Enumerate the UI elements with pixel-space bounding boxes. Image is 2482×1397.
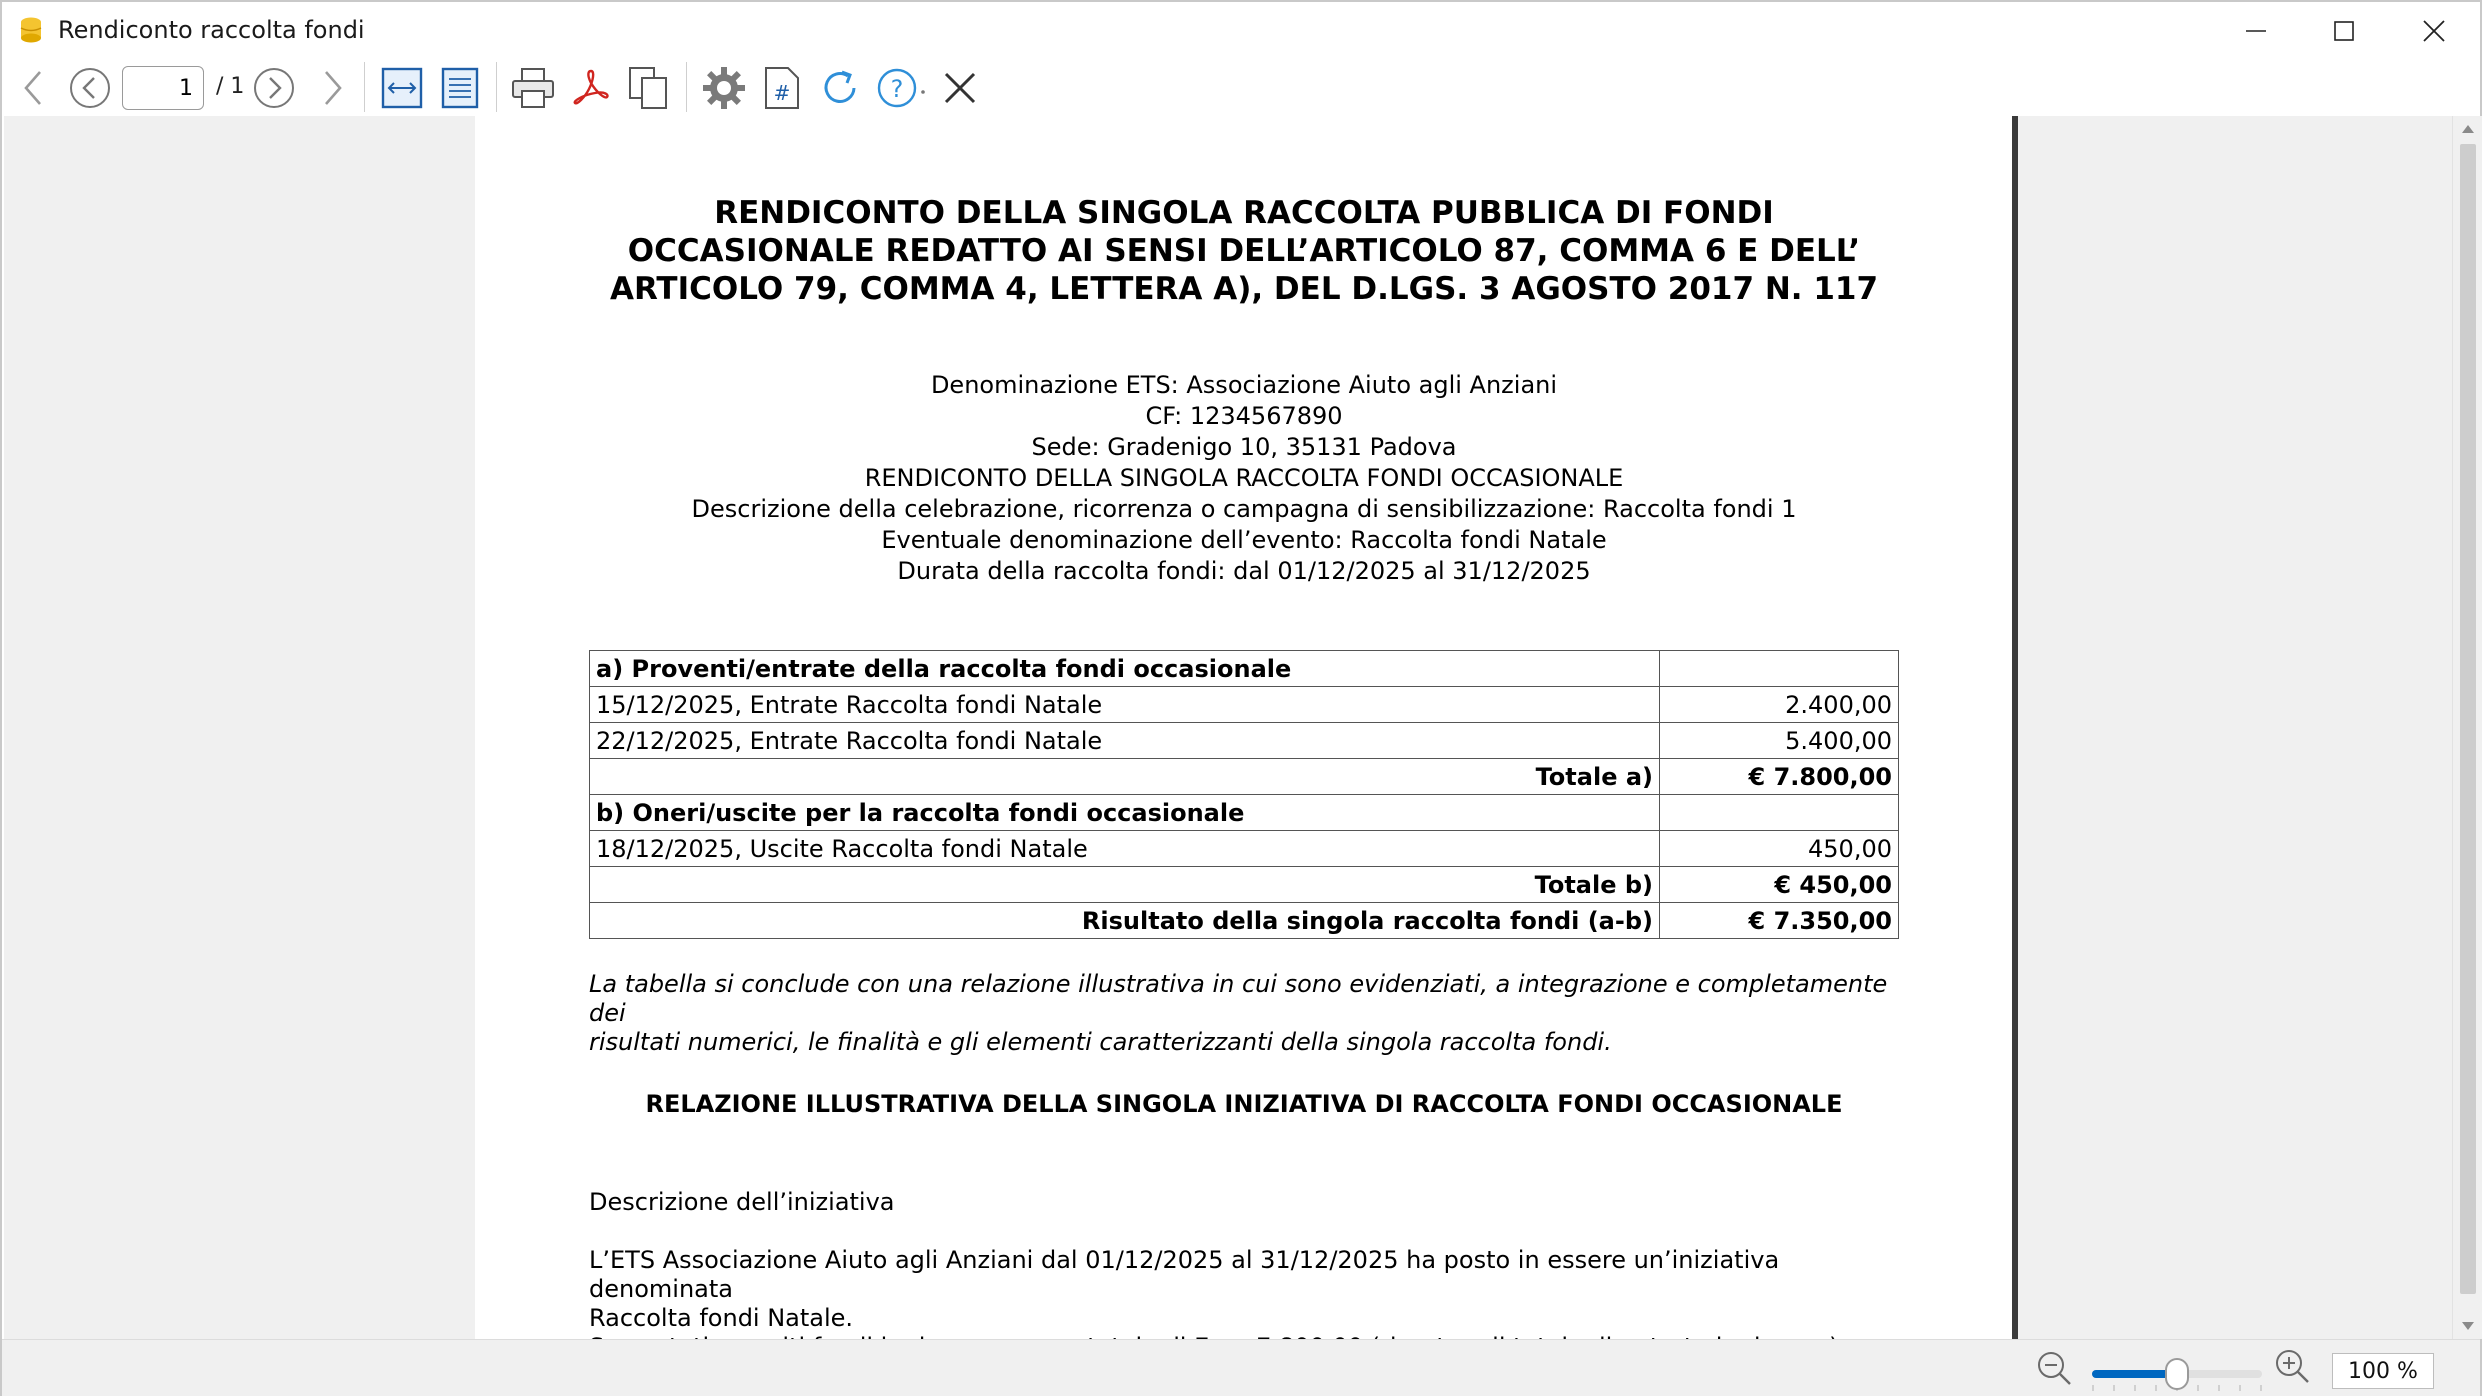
toolbar-separator: [686, 62, 687, 112]
toolbar-separator: [496, 62, 497, 112]
result-label: Risultato della singola raccolta fondi (a-b): [590, 903, 1660, 939]
next-arrow-button[interactable]: [316, 62, 350, 114]
zoom-in-button[interactable]: [2274, 1348, 2312, 1390]
page-number-input[interactable]: [122, 66, 204, 110]
svg-text:#: #: [773, 81, 791, 105]
ets-cf: CF: 1234567890: [1145, 402, 1343, 430]
prev-page-button[interactable]: [64, 62, 116, 114]
table-row: [590, 723, 1899, 759]
title-line: RENDICONTO DELLA SINGOLA RACCOLTA PUBBLICA DI FONDI: [714, 195, 1774, 231]
zoom-out-button[interactable]: [2036, 1350, 2074, 1392]
report-table: [589, 650, 1899, 939]
copy-icon: [626, 66, 670, 110]
fit-width-icon: [381, 67, 423, 109]
table-cell: [1660, 651, 1899, 687]
section-b-header: b) Oneri/uscite per la raccolta fondi occasionale: [590, 795, 1660, 831]
result-value: € 7.350,00: [1660, 903, 1899, 939]
toolbar: [2, 60, 2480, 116]
description-line: L’ETS Associazione Aiuto agli Anziani dal 01/12/2025 al 31/12/2025 ha posto in essere un’iniziativa denominata: [589, 1246, 1780, 1303]
entry-amount: 2.400,00: [1660, 687, 1899, 723]
zoom-out-icon: [2036, 1350, 2074, 1388]
table-row: [590, 867, 1899, 903]
title-line: OCCASIONALE REDATTO AI SENSI DELL’ARTICOLO 87, COMMA 6 E DELL’: [627, 233, 1861, 269]
total-a-value: € 7.800,00: [1660, 759, 1899, 795]
zoom-in-icon: [2274, 1348, 2312, 1386]
refresh-icon: [818, 66, 862, 110]
scroll-up-icon[interactable]: [2461, 124, 2475, 134]
total-b-label: Totale b): [590, 867, 1660, 903]
help-icon: [875, 66, 931, 110]
document-title: [475, 194, 2013, 308]
close-icon: [943, 71, 977, 105]
title-line: ARTICOLO 79, COMMA 4, LETTERA A), DEL D.LGS. 3 AGOSTO 2017 N. 117: [609, 271, 1879, 307]
description-heading: Descrizione dell’iniziativa: [589, 1188, 895, 1216]
section-a-header: a) Proventi/entrate della raccolta fondi occasionale: [590, 651, 1660, 687]
zoom-slider-thumb[interactable]: [2165, 1358, 2189, 1390]
page-total: / 1: [216, 74, 245, 99]
print-icon: [510, 67, 556, 109]
fit-page-icon: [439, 67, 481, 109]
entry-amount: 450,00: [1660, 831, 1899, 867]
total-b-value: € 450,00: [1660, 867, 1899, 903]
svg-text:?: ?: [890, 75, 904, 103]
app-icon: [20, 16, 46, 46]
zoom-level-field[interactable]: 100 %: [2332, 1353, 2434, 1389]
table-row: [590, 651, 1899, 687]
scroll-down-icon[interactable]: [2461, 1321, 2475, 1331]
entry-amount: 5.400,00: [1660, 723, 1899, 759]
title-bar: [2, 2, 2480, 60]
close-window-icon: [2423, 20, 2445, 42]
table-note: [589, 970, 1909, 1057]
window-title: Rendiconto raccolta fondi: [58, 16, 365, 44]
table-row: [590, 831, 1899, 867]
description-line: Raccolta fondi Natale.: [589, 1304, 854, 1332]
close-document-button[interactable]: [938, 62, 982, 114]
next-page-icon: [252, 66, 296, 110]
table-row: [590, 903, 1899, 939]
note-line: La tabella si conclude con una relazione illustrativa in cui sono evidenziati, a integrazione e completamente dei: [589, 970, 1888, 1027]
settings-icon: [701, 65, 747, 111]
entry-description: 15/12/2025, Entrate Raccolta fondi Natale: [590, 687, 1660, 723]
export-pdf-button[interactable]: [566, 62, 616, 114]
pdf-icon: [569, 67, 613, 109]
help-button[interactable]: [872, 62, 934, 114]
note-line: risultati numerici, le finalità e gli elementi caratterizzanti della singola raccolta fondi.: [589, 1028, 1612, 1056]
maximize-button[interactable]: [2300, 2, 2388, 60]
table-row: [590, 759, 1899, 795]
page-number-icon: [762, 66, 802, 110]
vertical-scrollbar[interactable]: [2452, 116, 2482, 1339]
report-subtitle: RENDICONTO DELLA SINGOLA RACCOLTA FONDI OCCASIONALE: [864, 464, 1624, 492]
refresh-button[interactable]: [814, 62, 866, 114]
fit-page-button[interactable]: [436, 62, 484, 114]
toolbar-separator: [364, 62, 365, 112]
prev-arrow-button[interactable]: [16, 62, 50, 114]
event-name: Eventuale denominazione dell’evento: Raccolta fondi Natale: [881, 526, 1607, 554]
minimize-button[interactable]: [2212, 2, 2300, 60]
document-viewport[interactable]: [4, 116, 2452, 1339]
page-edge-shadow: [2012, 116, 2018, 1339]
page-number-button[interactable]: [760, 62, 804, 114]
document-page: [475, 116, 2013, 1339]
minimize-icon: [2246, 21, 2266, 41]
prev-arrow-icon: [22, 68, 44, 108]
table-row: [590, 687, 1899, 723]
status-bar: [2, 1339, 2480, 1396]
print-button[interactable]: [506, 62, 560, 114]
copy-button[interactable]: [622, 62, 674, 114]
prev-page-icon: [68, 66, 112, 110]
fundraising-duration: Durata della raccolta fondi: dal 01/12/2025 al 31/12/2025: [897, 557, 1591, 585]
table-row: [590, 795, 1899, 831]
entry-description: 18/12/2025, Uscite Raccolta fondi Natale: [590, 831, 1660, 867]
scrollbar-thumb[interactable]: [2460, 144, 2476, 1294]
next-arrow-icon: [322, 68, 344, 108]
fit-width-button[interactable]: [378, 62, 426, 114]
close-window-button[interactable]: [2390, 2, 2478, 60]
ets-address: Sede: Gradenigo 10, 35131 Padova: [1031, 433, 1457, 461]
settings-button[interactable]: [696, 62, 752, 114]
campaign-description: Descrizione della celebrazione, ricorrenza o campagna di sensibilizzazione: Raccolta fondi 1: [691, 495, 1797, 523]
maximize-icon: [2334, 21, 2354, 41]
total-a-label: Totale a): [590, 759, 1660, 795]
ets-name: Denominazione ETS: Associazione Aiuto agli Anziani: [930, 371, 1558, 399]
next-page-button[interactable]: [248, 62, 300, 114]
table-cell: [1660, 795, 1899, 831]
entry-description: 22/12/2025, Entrate Raccolta fondi Natale: [590, 723, 1660, 759]
relazione-title: RELAZIONE ILLUSTRATIVA DELLA SINGOLA INIZIATIVA DI RACCOLTA FONDI OCCASIONALE: [645, 1090, 1843, 1118]
